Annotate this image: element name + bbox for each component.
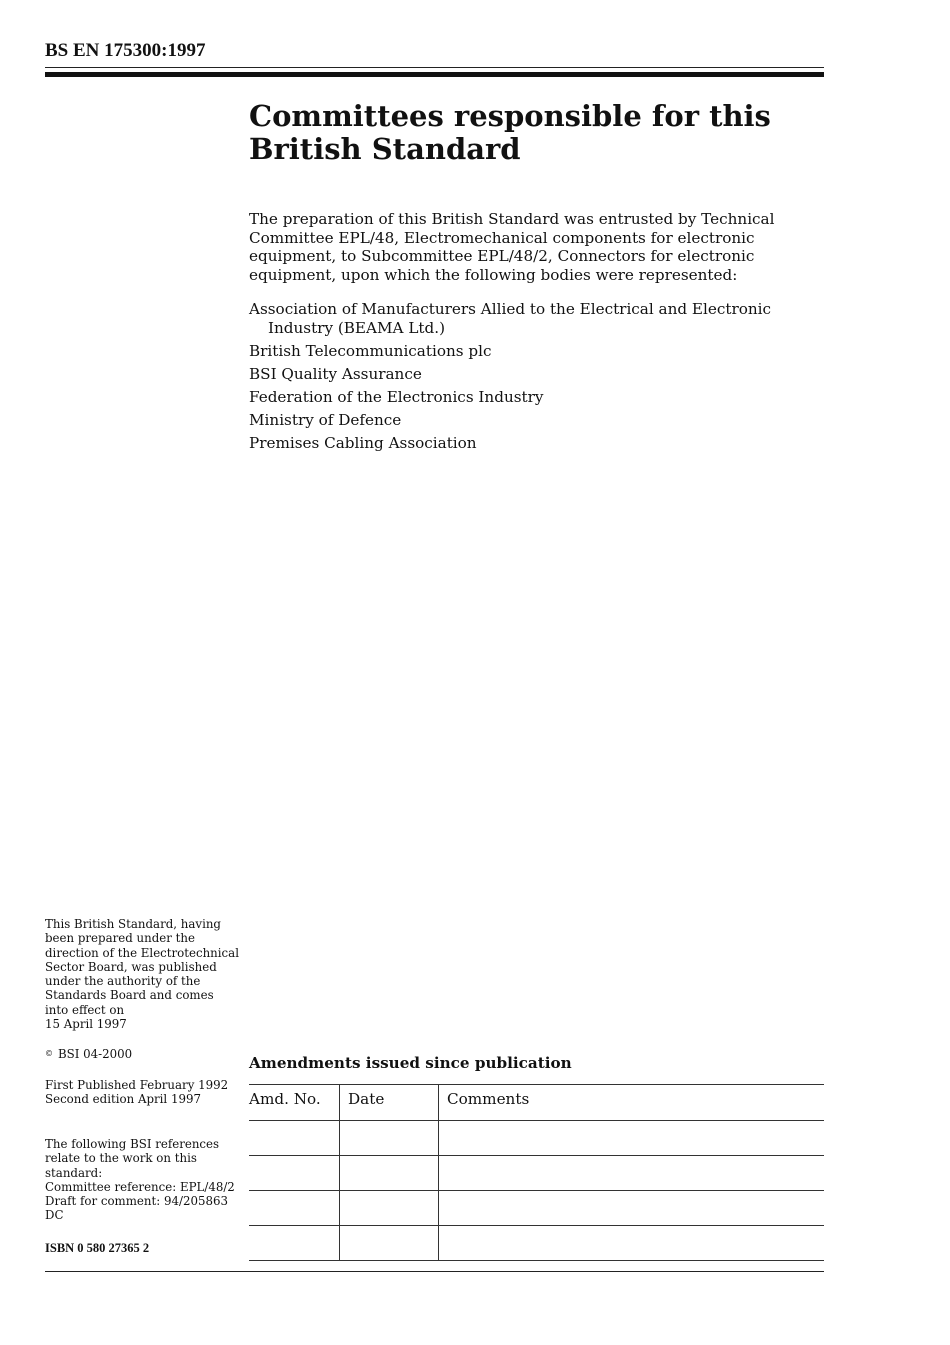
authority-line: under the authority of the [45,974,201,989]
header-rule-thick [45,72,824,77]
header-rule-thin [45,67,824,68]
amendments-table [249,1084,824,1261]
list-item: Ministry of Defence [249,410,402,429]
table-cell [340,1156,439,1191]
authority-line: into effect on [45,1002,125,1017]
column-header: Comments [439,1085,825,1121]
intro-paragraph: The preparation of this British Standard was entrusted by Technical Committee EPL/48, Electromechanical components for electronic equipment, to Subcommittee EPL/48/2, Connectors for electronic equipment, upon which the following bodies were represented: [249,210,775,284]
amendments-title: Amendments issued since publication [249,1054,572,1072]
publication-history [45,1078,250,1107]
copyright-icon: © [45,1049,53,1058]
second-edition: Second edition April 1997 [45,1092,201,1107]
page-title [249,100,824,166]
authority-line: been prepared under the [45,931,195,946]
list-item: Premises Cabling Association [249,433,477,452]
table-row [249,1226,824,1261]
reference-line: standard: [45,1165,103,1180]
reference-line: relate to the work on this [45,1151,197,1166]
column-header: Amd. No. [249,1085,340,1121]
standard-id: BS EN 175300:1997 [45,40,206,61]
reference-line: Committee reference: EPL/48/2 [45,1179,235,1194]
table-row [249,1156,824,1191]
title-line-2: British Standard [249,132,521,166]
copyright-note [45,1047,250,1061]
table-cell [249,1226,340,1261]
footer-rule [45,1271,824,1272]
list-item: British Telecommunications plc [249,341,492,360]
table-cell [340,1121,439,1156]
bsi-references [45,1137,250,1223]
authority-line: direction of the Electrotechnical [45,945,239,960]
authority-line: Standards Board and comes [45,988,214,1003]
represented-bodies-list [249,300,824,457]
table-row [249,1121,824,1156]
table-cell [249,1121,340,1156]
table-cell [249,1156,340,1191]
authority-line: This British Standard, having [45,917,221,931]
first-published: First Published February 1992 [45,1078,229,1092]
table-cell [439,1156,825,1191]
table-cell [340,1226,439,1261]
title-line-1: Committees responsible for this [249,99,771,133]
authority-line: Sector Board, was published [45,959,217,974]
reference-line: Draft for comment: 94/205863 DC [45,1194,228,1223]
table-cell [439,1226,825,1261]
table-row [249,1191,824,1226]
list-item: BSI Quality Assurance [249,364,422,383]
table-cell [439,1121,825,1156]
copyright-text: BSI 04-2000 [58,1047,133,1061]
column-header: Date [340,1085,439,1121]
table-cell [249,1191,340,1226]
table-cell [340,1191,439,1226]
table-header-row [249,1085,824,1121]
reference-line: The following BSI references [45,1137,220,1151]
list-item: Federation of the Electronics Industry [249,387,544,406]
isbn: ISBN 0 580 27365 2 [45,1241,150,1255]
authority-line: 15 April 1997 [45,1017,127,1032]
authority-note [45,917,250,1031]
table-cell [439,1191,825,1226]
list-item: Association of Manufacturers Allied to the Electrical and Electronic Industry (BEAMA Ltd.) [249,300,772,337]
